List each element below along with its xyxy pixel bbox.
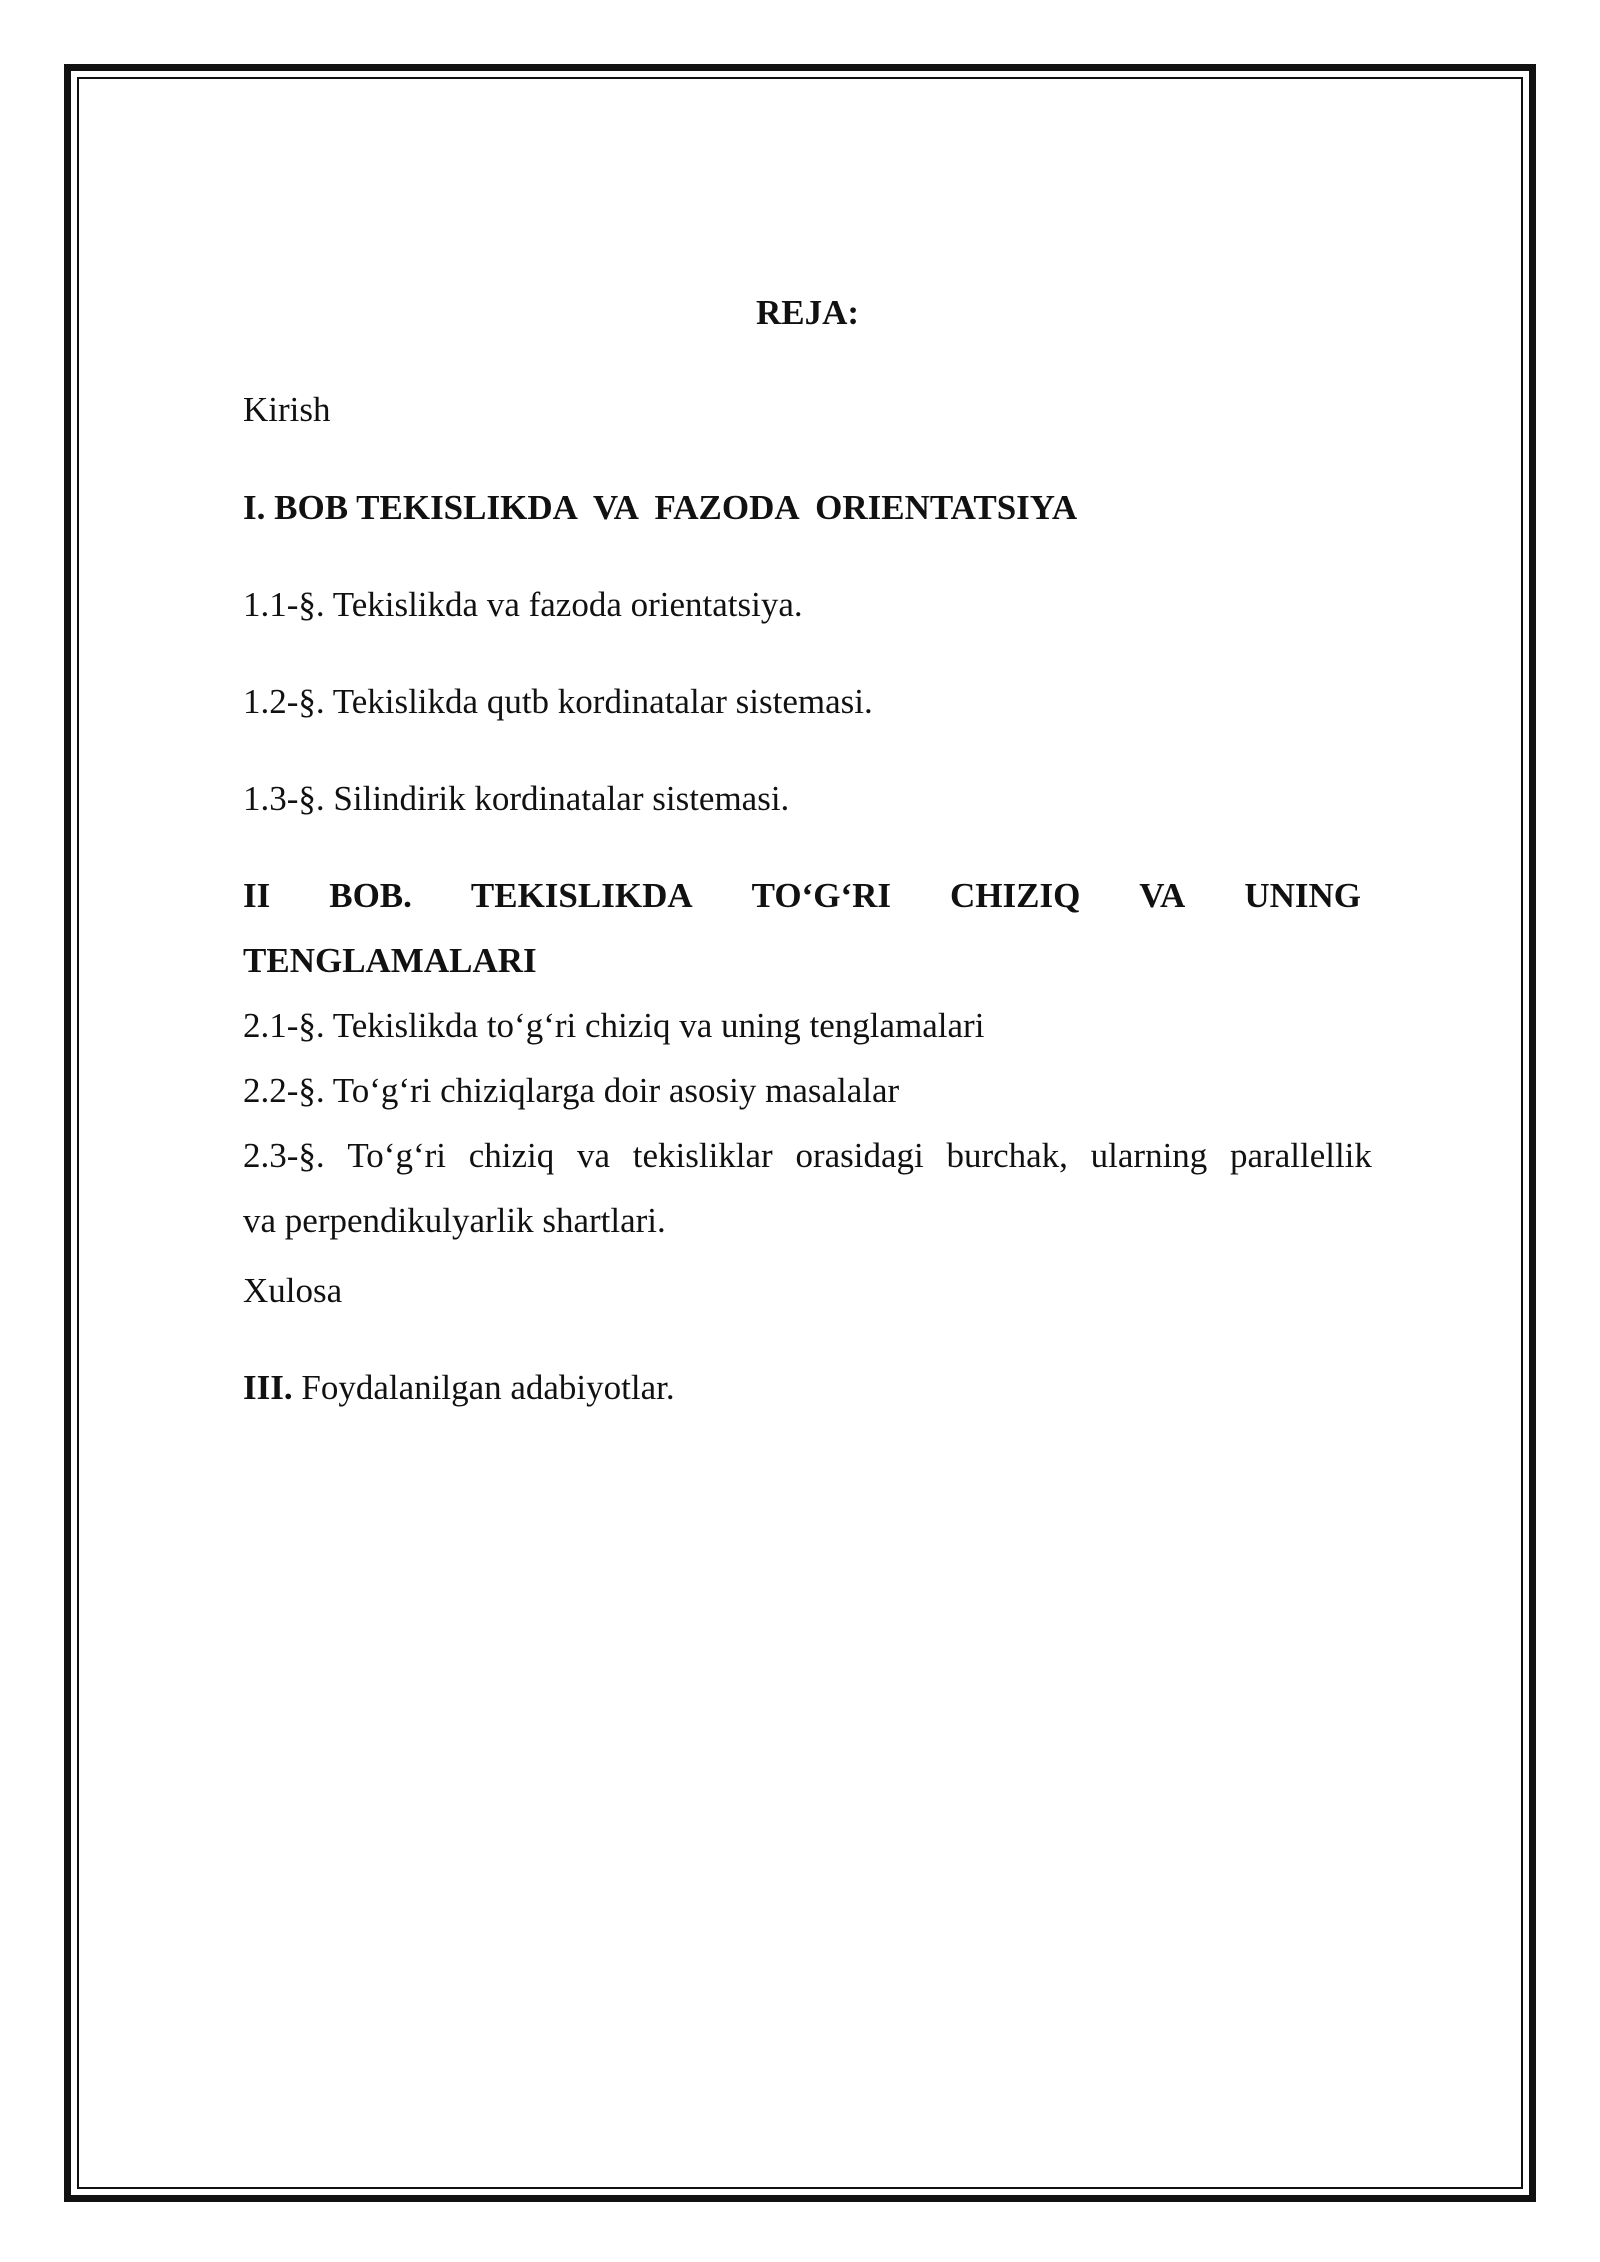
section-word: 2.3-§. <box>243 1136 325 1175</box>
heading-word: CHIZIQ <box>949 876 1081 915</box>
chapter2-section-2: 2.2-§. To‘g‘ri chiziqlarga doir asosiy masalalar <box>243 1071 900 1110</box>
heading-word: TEKISLIKDA <box>470 876 693 915</box>
chapter1-section-3: 1.3-§. Silindirik kordinatalar sistemasi. <box>243 779 790 818</box>
section-word: orasidagi <box>795 1136 924 1175</box>
chapter1-section-1: 1.1-§. Tekislikda va fazoda orientatsiya. <box>243 585 803 624</box>
chapter2-heading-line2: TENGLAMALARI <box>243 941 537 980</box>
section-word: tekisliklar <box>632 1136 773 1175</box>
heading-word: VA <box>1139 876 1186 915</box>
section-word: To‘g‘ri <box>347 1136 447 1175</box>
references-item <box>243 1367 1372 1409</box>
heading-word: BOB. <box>329 876 412 915</box>
page-title: REJA: <box>755 293 860 332</box>
conclusion-item: Xulosa <box>243 1271 343 1310</box>
heading-word: II <box>243 876 271 915</box>
chapter1-section-2: 1.2-§. Tekislikda qutb kordinatalar sistemasi. <box>243 682 873 721</box>
chapter2-section-3-line1 <box>243 1135 1372 1177</box>
chapter2-section-1: 2.1-§. Tekislikda to‘g‘ri chiziq va uning tenglamalari <box>243 1006 985 1045</box>
section-word: chiziq <box>468 1136 555 1175</box>
section-word: ularning <box>1090 1136 1208 1175</box>
chapter2-section-3-line2: va perpendikulyarlik shartlari. <box>243 1201 666 1240</box>
references-number: III. <box>243 1368 293 1407</box>
chapter1-heading: I. BOB TEKISLIKDA VA FAZODA ORIENTATSIYA <box>243 488 1078 527</box>
section-word: va <box>576 1136 611 1175</box>
section-word: parallellik <box>1230 1136 1372 1175</box>
references-label: Foydalanilgan adabiyotlar. <box>301 1368 675 1407</box>
chapter2-heading-line1 <box>243 875 1361 917</box>
section-word: burchak, <box>946 1136 1068 1175</box>
heading-word: TO‘G‘RI <box>751 876 891 915</box>
intro-item: Kirish <box>243 390 331 429</box>
heading-word: UNING <box>1244 876 1361 915</box>
